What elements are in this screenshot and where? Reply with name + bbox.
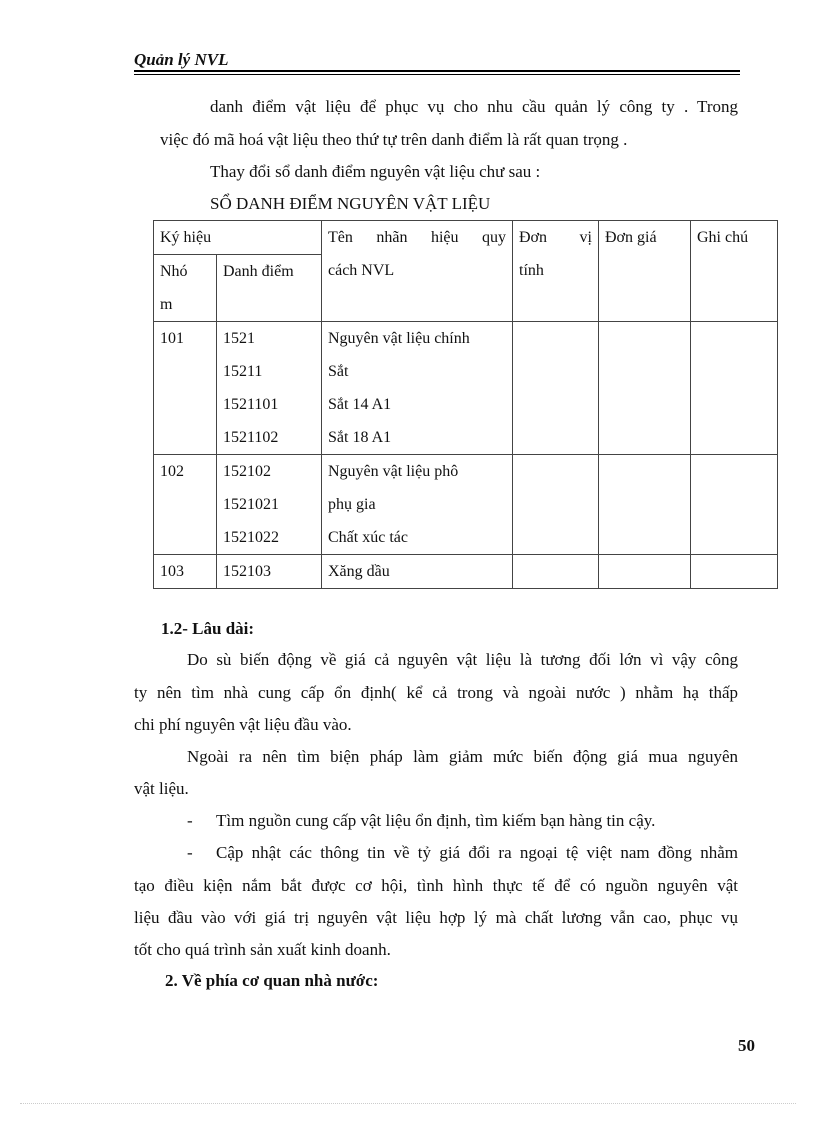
table-row	[154, 322, 778, 455]
header-rule-thick	[134, 70, 740, 72]
group-code: 101	[154, 322, 217, 455]
header-ky-hieu: Ký hiệu	[154, 221, 322, 255]
header-nhom-line2: m	[160, 296, 173, 313]
page-bottom-divider	[20, 1103, 796, 1104]
header-donvi-line2: tính	[519, 262, 544, 279]
code-item: 1521022	[223, 529, 279, 546]
ghi-chu-cell	[691, 322, 778, 455]
bullet-2-line3: liệu đầu vào với giá trị nguyên vật liệu hợp lý mà chất lương vẫn cao, phục vụ	[134, 908, 738, 927]
code-item: 1521021	[223, 496, 279, 513]
table-header-row	[154, 221, 778, 255]
bullet-2-line2: tạo điều kiện nắm bắt được cơ hội, tình hình thực tế để có nguồn nguyên vật	[134, 876, 738, 895]
name-item: Sắt 14 A1	[328, 396, 392, 413]
material-catalog-table	[153, 220, 778, 589]
don-vi-cell	[513, 322, 599, 455]
don-gia-cell	[599, 555, 691, 589]
ghi-chu-cell	[691, 555, 778, 589]
name-item: phụ gia	[328, 496, 376, 513]
name-cell	[322, 322, 513, 455]
danh-diem-cell	[217, 322, 322, 455]
header-nhom	[154, 255, 217, 322]
para1-line1: Do sù biến động về giá cả nguyên vật liệu là tương đối lớn vì vậy công	[187, 650, 738, 669]
page-number: 50	[738, 1036, 755, 1055]
table-row	[154, 555, 778, 589]
para1-line2: ty nên tìm nhà cung cấp ổn định( kể cả trong và ngoài nước ) nhằm hạ thấp	[134, 683, 738, 702]
section-heading-2: 2. Về phía cơ quan nhà nước:	[165, 971, 379, 990]
header-nhom-line1: Nhó	[160, 263, 188, 280]
group-code: 103	[154, 555, 217, 589]
name-item: Sắt	[328, 363, 349, 380]
header-title: Quản lý NVL	[134, 50, 229, 69]
table-row	[154, 455, 778, 555]
header-don-gia: Đơn giá	[599, 221, 691, 322]
group-code: 102	[154, 455, 217, 555]
name-cell	[322, 455, 513, 555]
don-gia-cell	[599, 322, 691, 455]
bullet-1: Tìm nguồn cung cấp vật liệu ổn định, tìm kiếm bạn hàng tin cậy.	[216, 811, 656, 830]
name-cell	[322, 555, 513, 589]
name-item: Sắt 18 A1	[328, 429, 392, 446]
bullet-2-line1: Cập nhật các thông tin về tỷ giá đổi ra ngoại tệ việt nam đồng nhằm	[216, 843, 738, 862]
header-ten-line1: Tên nhãn hiệu quy	[328, 229, 506, 246]
para2-line1: Ngoài ra nên tìm biện pháp làm giảm mức biến động giá mua nguyên	[187, 747, 738, 766]
code-item: 152102	[223, 463, 271, 480]
don-gia-cell	[599, 455, 691, 555]
para1-line3: chi phí nguyên vật liệu đầu vào.	[134, 715, 352, 734]
name-item: Nguyên vật liệu chính	[328, 330, 470, 347]
bullet-dash: -	[187, 811, 193, 830]
header-donvi-line1: Đơn vị	[519, 229, 592, 246]
ghi-chu-cell	[691, 455, 778, 555]
danh-diem-cell	[217, 455, 322, 555]
don-vi-cell	[513, 455, 599, 555]
code-item: 1521101	[223, 396, 279, 413]
bullet-2-line4: tốt cho quá trình sản xuất kinh doanh.	[134, 940, 391, 959]
intro-line-2: việc đó mã hoá vật liệu theo thứ tự trên danh điểm là rất quan trọng .	[160, 130, 628, 149]
header-rule-thin	[134, 74, 740, 75]
table-caption: SỔ DANH ĐIỂM NGUYÊN VẬT LIỆU	[210, 194, 491, 213]
name-item: Chất xúc tác	[328, 529, 408, 546]
intro-line-1: danh điểm vật liệu để phục vụ cho nhu cầu quản lý công ty . Trong	[210, 97, 738, 116]
code-item: 152103	[223, 563, 271, 580]
code-item: 1521102	[223, 429, 279, 446]
name-item: Xăng dầu	[328, 563, 390, 580]
don-vi-cell	[513, 555, 599, 589]
intro-line-3: Thay đổi sổ danh điểm nguyên vật liệu chư sau :	[210, 162, 541, 181]
header-ghi-chu: Ghi chú	[691, 221, 778, 322]
header-danh-diem: Danh điểm	[217, 255, 322, 322]
header-ten-line2: cách NVL	[328, 262, 395, 279]
header-ten-nhan-hieu	[322, 221, 513, 322]
section-heading-1-2: 1.2- Lâu dài:	[161, 619, 255, 638]
header-don-vi	[513, 221, 599, 322]
code-item: 15211	[223, 363, 263, 380]
code-item: 1521	[223, 330, 255, 347]
danh-diem-cell	[217, 555, 322, 589]
name-item: Nguyên vật liệu phô	[328, 463, 459, 480]
para2-line2: vật liệu.	[134, 779, 189, 798]
bullet-dash: -	[187, 843, 193, 862]
